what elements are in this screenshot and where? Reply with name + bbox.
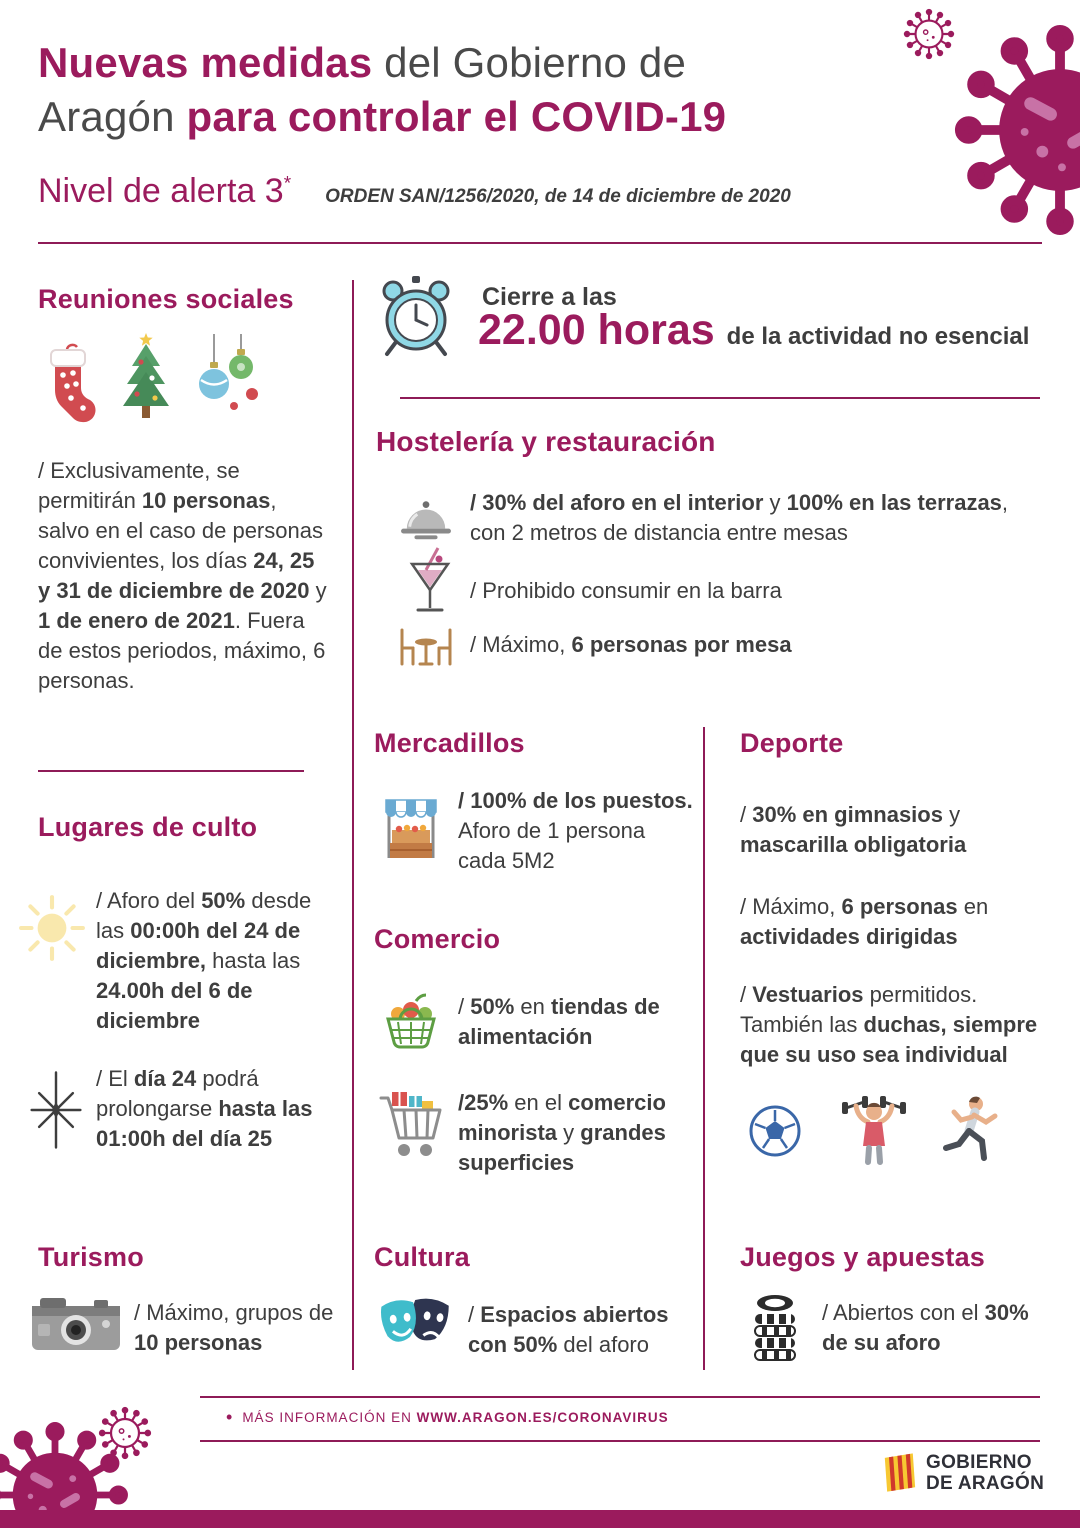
gobierno-aragon-text: GOBIERNO DE ARAGÓN	[926, 1452, 1045, 1494]
footer-info-text: MÁS INFORMACIÓN EN WWW.ARAGON.ES/CORONAVIRUS	[242, 1409, 669, 1425]
closure-time: 22.00 horas	[478, 306, 715, 354]
virus-outline-icon	[903, 8, 955, 60]
footer-info	[226, 1408, 669, 1426]
left-column-divider	[38, 770, 304, 772]
poker-chips-icon	[744, 1290, 806, 1362]
closure-scope: de la actividad no esencial	[726, 323, 1030, 350]
hosteleria-item-3: / Máximo, 6 personas por mesa	[470, 632, 792, 657]
aragon-flag-icon	[882, 1449, 917, 1497]
section-title-turismo: Turismo	[38, 1242, 144, 1272]
closure-intro: Cierre a las	[482, 283, 617, 311]
hosteleria-item-1: / 30% del aforo en el interior y 100% en las terrazas, con 2 metros de distancia entre mesas	[470, 490, 1009, 545]
christmas-stocking-icon	[40, 342, 98, 426]
section-title-reuniones: Reuniones sociales	[38, 284, 294, 314]
runner-icon	[942, 1094, 1000, 1168]
culto-item-2: / El día 24 podrá prolongarse hasta las 01:00h del día 25	[96, 1066, 313, 1151]
theater-masks-icon	[380, 1294, 452, 1358]
alert-asterisk: *	[283, 173, 292, 195]
section-title-mercadillos: Mercadillos	[374, 728, 525, 758]
market-stall-icon	[382, 792, 440, 866]
comercio-item-1: / 50% en tiendas de alimentación	[458, 994, 660, 1049]
table-chairs-icon	[396, 624, 456, 668]
turismo-item: / Máximo, grupos de 10 personas	[134, 1300, 334, 1355]
hosteleria-item-2: / Prohibido consumir en la barra	[470, 578, 782, 603]
food-basket-icon	[382, 986, 440, 1050]
column-divider-left	[352, 280, 354, 1370]
gobierno-aragon-logo	[884, 1450, 1044, 1496]
title-line-2: Aragón para controlar el COVID-19	[38, 93, 727, 140]
glow-icon	[16, 892, 88, 964]
comercio-item-2: /25% en el comercio minorista y grandes superficies	[458, 1090, 666, 1175]
christmas-icons	[40, 332, 260, 426]
reuniones-body: / Exclusivamente, se permitirán 10 personas, salvo en el caso de personas convivientes, los días 24, 25 y 31 de diciembre de 2020 y 1 de enero de 2021. Fuera de estos periodos, máximo, 6 personas.	[38, 458, 327, 693]
cocktail-icon	[408, 546, 452, 620]
order-reference: ORDEN SAN/1256/2020, de 14 de diciembre de 2020	[325, 186, 791, 207]
section-title-culto: Lugares de culto	[38, 812, 258, 842]
footer-divider-bottom	[200, 1440, 1040, 1442]
camera-icon	[30, 1294, 122, 1356]
alert-row	[38, 172, 791, 211]
section-title-cultura: Cultura	[374, 1242, 470, 1272]
sparkle-star-icon	[26, 1068, 86, 1152]
juegos-item: / Abiertos con el 30% de su aforo	[822, 1300, 1029, 1355]
football-icon	[748, 1104, 802, 1158]
mercadillos-item: / 100% de los puestos. Aforo de 1 persona cada 5M2	[458, 788, 693, 873]
shopping-cart-icon	[378, 1084, 444, 1162]
footer-bullet: •	[226, 1407, 233, 1427]
section-title-comercio: Comercio	[374, 924, 501, 954]
closure-divider	[400, 397, 1040, 399]
section-title-juegos: Juegos y apuestas	[740, 1242, 986, 1272]
virus-solid-icon	[952, 22, 1080, 238]
page-title	[38, 36, 726, 144]
footer-url[interactable]: WWW.ARAGON.ES/CORONAVIRUS	[416, 1409, 669, 1425]
christmas-baubles-icon	[194, 334, 260, 426]
section-title-hosteleria: Hostelería y restauración	[376, 426, 716, 457]
cloche-icon	[398, 496, 454, 544]
column-divider-right	[703, 727, 705, 1370]
section-title-deporte: Deporte	[740, 728, 844, 758]
deporte-item-2: / Máximo, 6 personas en actividades dirigidas	[740, 894, 989, 949]
footer-divider-top	[200, 1396, 1040, 1398]
footer-accent-bar	[0, 1510, 1080, 1528]
deporte-item-3: / Vestuarios permitidos. También las duchas, siempre que su uso sea individual	[740, 982, 1038, 1067]
christmas-tree-icon	[114, 332, 178, 426]
culto-item-1: / Aforo del 50% desde las 00:00h del 24 de diciembre, hasta las 24.00h del 6 de diciembre	[96, 888, 312, 1033]
alert-level: Nivel de alerta 3*	[38, 172, 292, 210]
deporte-item-1: / 30% en gimnasios y mascarilla obligatoria	[740, 802, 967, 857]
closure-main	[478, 306, 1029, 355]
header-divider	[38, 242, 1042, 244]
title-line-1: Nuevas medidas del Gobierno de	[38, 39, 687, 86]
cultura-item: / Espacios abiertos con 50% del aforo	[468, 1302, 669, 1357]
alarm-clock-icon	[376, 276, 456, 360]
weightlifter-icon	[838, 1092, 910, 1166]
